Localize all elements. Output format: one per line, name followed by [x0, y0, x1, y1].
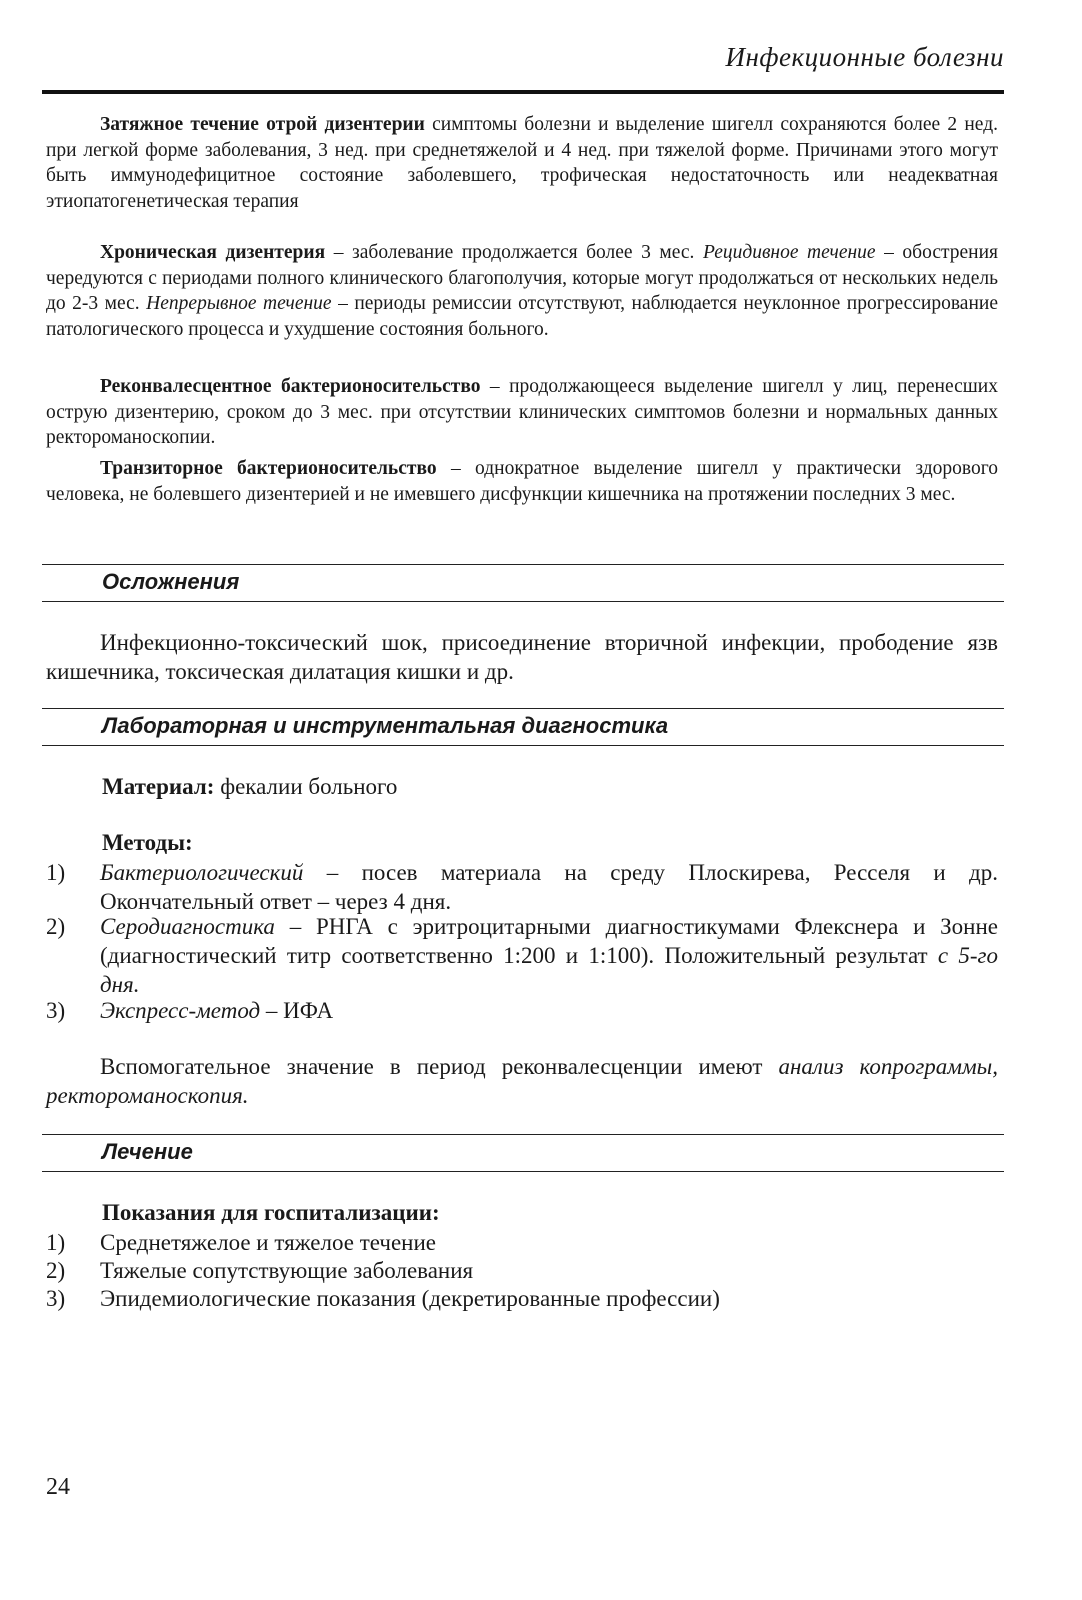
material-label: Материал:: [102, 774, 215, 799]
term-convalescent-carriage: Реконвалесцентное бактерионосительство: [100, 376, 481, 397]
item-number: 2): [46, 1258, 66, 1283]
method-item: [46, 996, 998, 1025]
section-heading-complications: [42, 564, 1004, 602]
page-number: 24: [46, 1474, 70, 1500]
section-title: Лечение: [102, 1139, 193, 1164]
item-number: 1): [46, 1230, 66, 1255]
paragraph-text: – периоды ремиссии отсутствуют, наблюдается неуклонное прогрессирование патологического процесса и ухудшение состояния больного.: [46, 293, 998, 340]
aux-text: Вспомогательное значение в период реконвалесценции имеют: [100, 1054, 779, 1079]
aux-methods: анализ копрограммы, ректороманоскопия.: [46, 1054, 998, 1108]
item-text: Эпидемиологические показания (декретированные профессии): [100, 1286, 720, 1311]
paragraph-prolonged-course: [46, 112, 998, 214]
header-rule: [42, 90, 1004, 94]
paragraph-text: – заболевание продолжается более 3 мес.: [325, 242, 703, 263]
section-title: Лабораторная и инструментальная диагностика: [102, 713, 669, 738]
paragraph-transient-carriage: [46, 456, 998, 507]
item-text: [100, 912, 998, 999]
item-number: 2): [46, 914, 66, 939]
method-description: – РНГА с эритроцитарными диагностикумами Флекснера и Зонне (диагностический титр соответственно 1:200 и 1:100). Положительный результат: [100, 914, 998, 968]
item-text: [100, 858, 998, 916]
item-number: 3): [46, 998, 66, 1023]
material-value: фекалии больного: [214, 774, 398, 799]
section-heading-treatment: [42, 1134, 1004, 1172]
indications-heading: Показания для госпитализации:: [102, 1200, 440, 1225]
paragraph-chronic-dysentery: [46, 240, 998, 342]
method-item: [46, 858, 998, 916]
item-text: [100, 996, 998, 1025]
section-heading-diagnostics: [42, 708, 1004, 746]
auxiliary-methods-text: [46, 1052, 998, 1110]
section-title: Осложнения: [102, 569, 240, 594]
paragraph-text: – продолжающееся выделение шигелл у лиц, перенесших острую дизентерию, сроком до 3 мес. при отсутствии клинических симптомов болезни и нормальных данных ректороманоскопии.: [46, 376, 998, 448]
item-text: Среднетяжелое и тяжелое течение: [100, 1230, 436, 1255]
material-line: [102, 774, 397, 800]
item-number: 1): [46, 860, 66, 885]
term-prolonged-course: Затяжное течение отрой дизентерии: [100, 114, 425, 135]
term-chronic-dysentery: Хроническая дизентерия: [100, 242, 326, 263]
paragraph-text: симптомы болезни и выделение шигелл сохраняются более 2 нед. при легкой форме заболевания, 3 нед. при среднетяжелой и 4 нед. при тяжелой форме. Причинами этого могут быть иммунодефицитное состояние заболевшего, трофическая недостаточность или неадекватная этиопатогенетическая терапия: [46, 114, 999, 212]
term-recurrent-course: Рецидивное течение: [702, 242, 876, 263]
method-item: [46, 912, 998, 999]
item-number: 3): [46, 1286, 66, 1311]
method-name: Экспресс-метод: [100, 998, 261, 1023]
method-description: – посев материала на среду Плоскирева, Ресселя и др. Окончательный ответ – через 4 дня.: [100, 860, 998, 914]
method-result-time: с 5-го дня.: [100, 943, 999, 997]
indication-item: [46, 1284, 998, 1313]
paragraph-convalescent-carriage: [46, 374, 998, 451]
item-text: Тяжелые сопутствующие заболевания: [100, 1258, 474, 1283]
method-name: Серодиагностика: [100, 914, 275, 939]
paragraph-text: – однократное выделение шигелл у практически здорового человека, не болевшего дизентерией и не имевшего дисфункции кишечника на протяжении последних 3 мес.: [46, 458, 998, 505]
complications-text: Инфекционно-токсический шок, присоединение вторичной инфекции, прободение язв кишечника, токсическая дилатация кишки и др.: [46, 630, 998, 684]
term-transient-carriage: Транзиторное бактерионосительство: [100, 458, 437, 479]
paragraph-text: – обострения чередуются с периодами полного клинического благополучия, которые могут продолжаться от нескольких недель до 2-3 мес.: [46, 242, 998, 314]
indication-item: [46, 1228, 998, 1257]
term-continuous-course: Непрерывное течение: [146, 293, 332, 314]
indication-item: [46, 1256, 998, 1285]
method-description: – ИФА: [260, 998, 334, 1023]
running-head: Инфекционные болезни: [725, 42, 1004, 72]
method-name: Бактериологический: [100, 860, 304, 885]
methods-heading: Методы:: [102, 830, 193, 855]
